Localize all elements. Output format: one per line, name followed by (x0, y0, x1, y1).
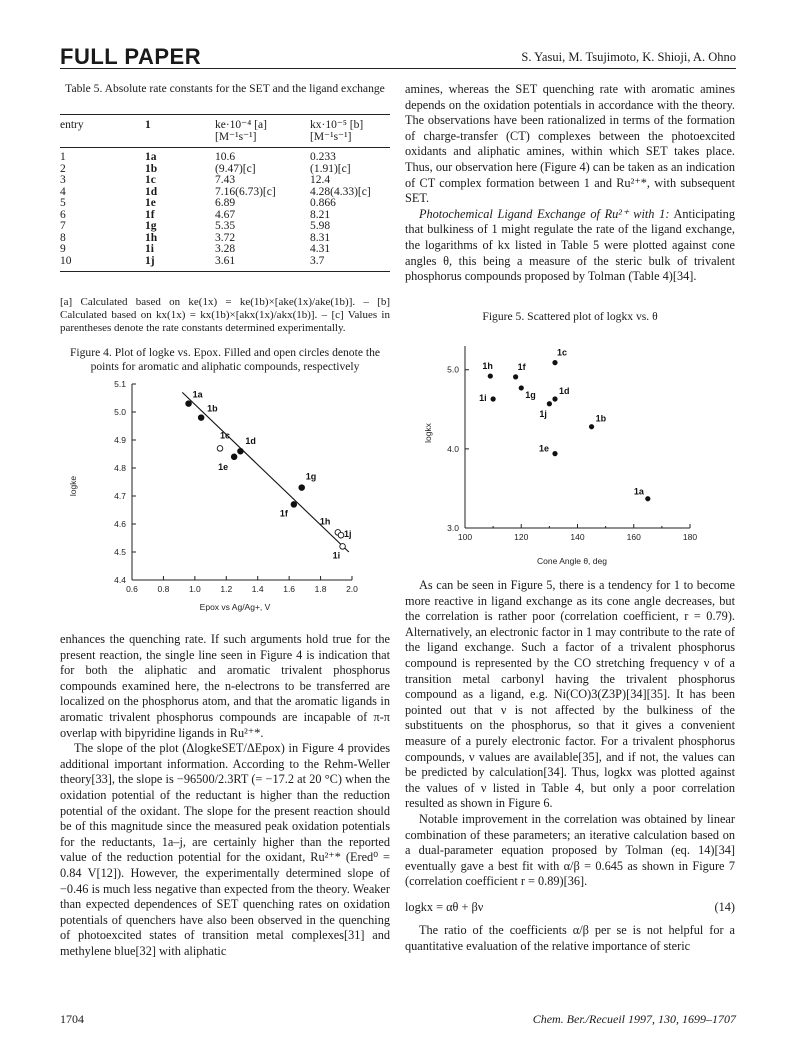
figure5-point-label: 1h (482, 361, 493, 372)
table5 (60, 114, 390, 272)
figure4-y-tick-label: 4.8 (114, 463, 126, 473)
authors: S. Yasui, M. Tsujimoto, K. Shioji, A. Ohno (521, 50, 736, 64)
table-row (60, 244, 390, 256)
right-paragraph-5: The ratio of the coefficients α/β per se is not helpful for a quantitative evaluation of the relative importance of steric (405, 923, 735, 954)
figure5-point-label: 1j (539, 408, 547, 419)
right-paragraph-4: Notable improvement in the correlation was obtained by linear combination of these parameters; an iterative calculation based on a dual-parameter equation proposed by Tolman (eq. 14)[34] eventually gave a best fit with α/β = 0.645 as shown in Figure 7 (correlation coefficient r = 0.89)[36]. (405, 811, 735, 889)
table-row-cell: 6 (60, 208, 66, 221)
figure4-y-tick-label: 5.1 (114, 379, 126, 389)
figure4-y-tick-label: 4.4 (114, 575, 126, 585)
table-row-cell: 5.98 (310, 220, 331, 232)
figure5-x-tick-label: 140 (570, 532, 585, 542)
figure5-point-1e (552, 451, 557, 456)
figure4-y-tick-label: 4.7 (114, 491, 126, 501)
figure4-point-1b (198, 415, 204, 421)
table-row-cell: 1g (145, 220, 157, 232)
table-row-cell: 10.6 (215, 151, 236, 163)
figure5-point-label: 1b (595, 413, 607, 424)
table-row-cell: 4.67 (215, 208, 236, 221)
equation-14 (405, 900, 735, 916)
figure4-point-label: 1g (305, 471, 317, 482)
figure5-point-label: 1g (525, 389, 536, 400)
figure4-point-label: 1a (192, 389, 203, 400)
table-row-cell: 3.61 (215, 254, 236, 267)
figure5-point-1g (519, 385, 524, 390)
table-row-cell: 12.4 (310, 174, 331, 186)
figure5-x-tick-label: 120 (514, 532, 529, 542)
figure4-point-1j (338, 532, 344, 538)
figure5-caption: Figure 5. Scattered plot of logkx vs. θ (482, 310, 658, 323)
figure4-y-tick-label: 4.5 (114, 547, 126, 557)
page-number: 1704 (60, 1012, 84, 1026)
table-row-cell: 4 (60, 185, 66, 198)
figure4-x-tick-label: 1.0 (188, 584, 201, 594)
figure5-point-label: 1i (479, 393, 487, 404)
table-rule-mid (60, 147, 390, 148)
figure4-x-tick-label: 0.6 (126, 584, 138, 594)
figure5-y-tick-label: 4.0 (447, 443, 459, 454)
table-row-cell: 4.28(4.33)[c] (310, 185, 371, 198)
table-row-cell: 1b (145, 162, 158, 175)
figure4-point-1g (299, 485, 305, 491)
figure5-point-label: 1a (633, 486, 644, 497)
figure4-point-label: 1e (218, 461, 229, 472)
equation-number: (14) (714, 899, 735, 914)
right-paragraph-3: As can be seen in Figure 5, there is a tendency for 1 to become more reactive in ligand exchange as its cone angle decreases, but the correlation is rather poor (correlation coefficient, r = 0.79). Alternatively, an electronic factor in 1 may contribute to the rate of the ligand exchange. Such a factor of a trivalent phosphorus compound is represented by the CO stretching frequency ν of a transition metal carbonyl having the trivalent phosphorus compound as a ligand, e.g. Ni(CO)3(Z3P)[34][35]. It has been pointed out that ν is not affected by the bulkiness of the substituents on the phosphorus, so that it gives a convenient measure of a purely electronic factor. For a trivalent phosphorus compounds, ν values are available[35], and if not, the values can be predicted by calculation[34]. Thus, logkx was plotted against the values of ν listed in Table 4, but only a poor correlation resulted as shown in Figure 6. (405, 578, 735, 811)
table-row-cell: 3.7 (310, 254, 325, 267)
table5-header-cell: kx·10⁻⁵ [b] (310, 119, 364, 131)
table5-body (60, 152, 390, 267)
table-row-cell: 4.31 (310, 243, 331, 255)
figure5-point-label: 1e (539, 443, 550, 454)
header-rule (60, 68, 736, 69)
table5-units-cell: [M⁻¹s⁻¹] (310, 130, 352, 143)
figure5-point-1i (491, 396, 496, 401)
right-paragraph-2-title: Photochemical Ligand Exchange of Ru²⁺ with 1: (419, 206, 670, 221)
section-heading: FULL PAPER (60, 44, 202, 69)
table-row (60, 256, 390, 268)
table5-header-cell: ke·10⁻⁴ [a] (215, 119, 267, 131)
figure5-point-1j (547, 401, 552, 406)
figure4-point-label: 1d (245, 436, 256, 447)
table-row-cell: (9.47)[c] (215, 162, 256, 175)
right-paragraph-2: Anticipating that bulkiness of 1 might regulate the rate of the ligand exchange, the logarithms of kx listed in Table 5 were plotted against cone angles θ, this being a measure of the steric bulk of trivalent phosphorus compounds proposed by Tolman (Table 4)[34]. (405, 206, 735, 284)
figure5-point-1c (552, 360, 557, 365)
table-row-cell: 8.21 (310, 208, 331, 221)
figure4-xlabel: Epox vs Ag/Ag+, V (199, 602, 271, 612)
figure4-y-tick-label: 4.6 (114, 519, 126, 529)
figure5-ylabel: logkx (423, 423, 433, 443)
figure4-point-1a (186, 401, 192, 407)
table5-units-cell (145, 132, 215, 144)
table-row-cell: 0.866 (310, 197, 336, 209)
table5-units-cell (60, 132, 145, 144)
table-row-cell: 5 (60, 197, 66, 209)
table-row-cell: 8.31 (310, 231, 331, 244)
table-row-cell: 9 (60, 243, 66, 255)
table-row-cell: 0.233 (310, 151, 336, 163)
figure4-x-tick-label: 0.8 (157, 584, 170, 594)
figure5-y-tick-label: 5.0 (447, 364, 459, 375)
table-row-cell: 5.35 (215, 220, 236, 232)
table-row-cell: 1h (145, 231, 158, 244)
figure4-x-tick-label: 2.0 (346, 584, 358, 594)
table5-header-cell: entry (60, 119, 84, 131)
figure5-point-1h (488, 373, 493, 378)
figure4-y-tick-label: 4.9 (114, 435, 126, 445)
table-row-cell: 1e (145, 197, 156, 209)
table-row-cell: 10 (60, 254, 72, 267)
table-row-cell: 3.28 (215, 243, 236, 255)
table-row-cell: 6.89 (215, 197, 236, 209)
figure4-point-label: 1c (220, 430, 231, 441)
figure5-x-tick-label: 160 (626, 532, 641, 542)
table-row-cell: 7 (60, 220, 66, 232)
table-row-cell: 3.72 (215, 231, 236, 244)
figure5-y-tick-label: 3.0 (447, 523, 459, 533)
figure4-point-label: 1j (344, 529, 352, 540)
figure4-x-tick-label: 1.4 (251, 584, 264, 594)
left-paragraph-2: The slope of the plot (ΔlogkeSET/ΔEpox) in Figure 4 provides additional important information. According to the Rehm-Weller theory[33], the slope is −96500/2.3RT (= −17.2 at 20 °C) when the oxidation potential of the reductant is higher than the reduction potential of the oxidant. The slope for the present reaction should be of this magnitude since the measured peak oxidation potentials for the reductants, 1a–j, are certainly higher than the reported value of the reduction potential for the oxidant, Ru²⁺* (Ered⁰ = 0.84 V[12]). However, the experimentally determined slope of −0.46 is much less negative than expected from the theory. Weaker than expected dependences of SET quenching rates on oxidation potentials of quenchers have also been observed in the quenching of photoexcited states of transition metal complexes[31] and methylene blue[32] with aliphatic (60, 741, 390, 958)
left-body-text (60, 632, 390, 959)
figure4-point-1e (231, 454, 237, 460)
figure5-point-1f (513, 374, 518, 379)
table-row-cell: 1j (145, 254, 155, 267)
table5-header (60, 120, 390, 132)
figure5-x-tick-label: 180 (682, 532, 698, 542)
figure5-chart (405, 340, 735, 572)
table-rule-top (60, 114, 390, 115)
figure4-caption: Figure 4. Plot of logke vs. Epox. Filled and open circles denote the points for aromatic and aliphatic compounds, respectively (69, 346, 381, 373)
figure4-chart (60, 376, 390, 616)
right-paragraph-1: amines, whereas the SET quenching rate with aromatic amines depends on the oxidation potentials in accordance with the theory. The observations have been rationalized in terms of the formation of charge-transfer (CT) complexes between the photoexcited oxidants and aliphatic amines, within which SET takes place. Thus, our observation here (Figure 4) can be taken as an indication of CT complex formation between 1 and Ru²⁺*, with subsequent SET. (405, 82, 735, 206)
table-row-cell: 8 (60, 231, 66, 244)
figure4-x-tick-label: 1.2 (220, 584, 233, 594)
table5-footnote: [a] Calculated based on ke(1x) = ke(1b)×[ake(1x)/ake(1b)]. – [b] Calculated based on kx(1x) = kx(1b)×[akx(1x)/akx(1b)]. – [c] Values in parentheses denote the rate constants determined experimentally. (60, 296, 390, 334)
table-row (60, 152, 390, 164)
table5-units-cell: [M⁻¹s⁻¹] (215, 130, 257, 143)
table-row (60, 175, 390, 187)
figure4-point-1i (340, 544, 346, 550)
figure5-point-1a (645, 496, 650, 501)
table5-grid (60, 120, 390, 143)
left-paragraph-1: enhances the quenching rate. If such arguments hold true for the present reaction, the single line seen in Figure 4 is indication that for both the aliphatic and aromatic trivalent phosphorus compounds examined here, the n-electrons to be transferred are localized on the phosphorus atom, and that the aromatic ligands in aromatic trivalent phosphorus compounds are incapable of π-π overlap with bipyridine ligands in Ru²⁺*. (60, 632, 390, 740)
figure4-point-1f (291, 502, 297, 508)
table-row-cell: 1a (145, 151, 157, 163)
journal-citation: Chem. Ber./Recueil 1997, 130, 1699–1707 (532, 1012, 736, 1026)
right-body-bottom (405, 578, 735, 955)
figure4-point-label: 1f (279, 508, 288, 519)
table-row-cell: 3 (60, 174, 66, 186)
figure4-x-tick-label: 1.6 (283, 584, 296, 594)
table-row-cell: 1c (145, 174, 156, 186)
equation-lhs: logkx = αθ + βν (405, 899, 484, 914)
table-row-cell: 7.43 (215, 174, 236, 186)
figure4-point-label: 1b (207, 403, 218, 414)
table-row-cell: 1 (60, 151, 66, 163)
table5-caption: Table 5. Absolute rate constants for the SET and the ligand exchange (65, 82, 385, 95)
figure4-point-1d (238, 448, 244, 454)
figure5-xlabel: Cone Angle θ, deg (537, 556, 607, 566)
table-row-cell: 7.16(6.73)[c] (215, 185, 276, 198)
table5-header-cell: 1 (145, 119, 151, 131)
figure5-point-1b (589, 424, 594, 429)
table-row-cell: 1i (145, 243, 154, 255)
right-body-top (405, 82, 735, 285)
figure4-point-label: 1h (319, 516, 331, 527)
figure5-point-label: 1f (517, 361, 526, 372)
table-row (60, 198, 390, 210)
table-row-cell: 1f (145, 208, 155, 221)
figure4-ylabel: logke (68, 475, 78, 497)
table-rule-bottom (60, 271, 390, 272)
figure5-point-label: 1c (557, 347, 568, 358)
figure4-fit-line (182, 389, 349, 552)
table-row-cell: (1.91)[c] (310, 162, 351, 175)
table5-units (60, 132, 390, 144)
table-row-cell: 1d (145, 185, 158, 198)
figure5-point-label: 1d (559, 386, 570, 397)
table-row (60, 221, 390, 233)
figure4-x-tick-label: 1.8 (314, 584, 327, 594)
figure5-point-1d (552, 396, 557, 401)
figure4-y-tick-label: 5.0 (114, 407, 126, 417)
figure4-point-1c (217, 446, 223, 452)
figure4-point-label: 1i (332, 550, 341, 561)
figure5-x-tick-label: 100 (457, 532, 473, 542)
table-row-cell: 2 (60, 162, 66, 175)
